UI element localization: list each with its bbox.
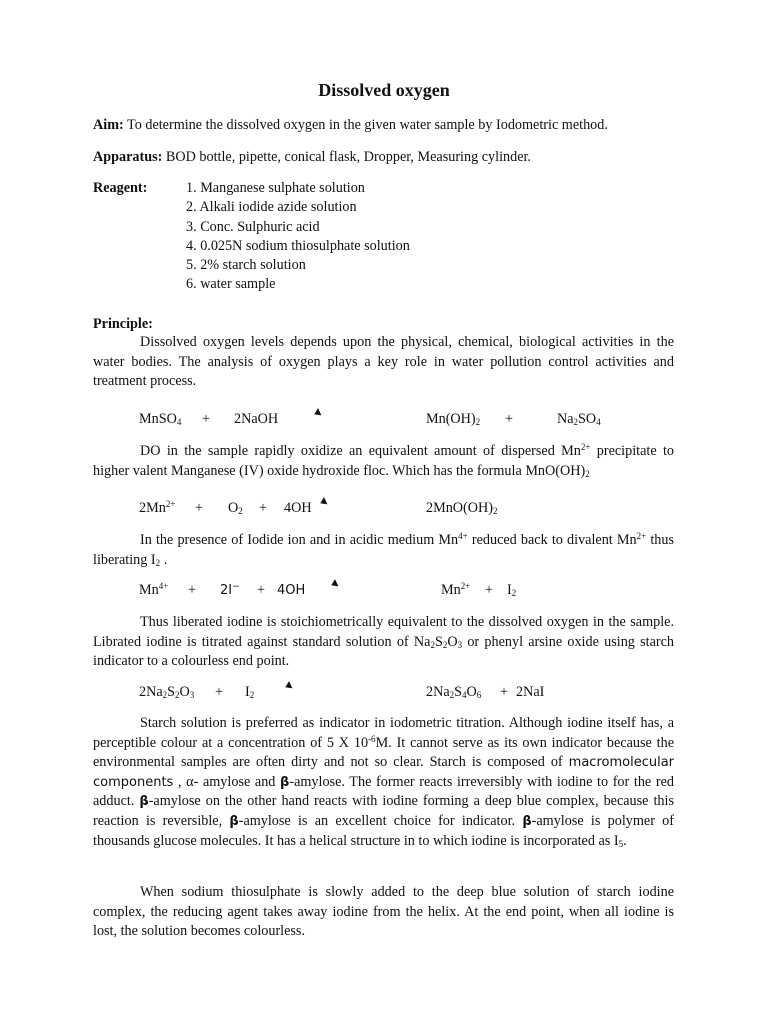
aim-text: To determine the dissolved oxygen in the given water sample by Iodometric method.: [127, 117, 608, 133]
reaction-arrow-icon: [284, 681, 293, 691]
aim-label: Aim:: [93, 117, 124, 133]
eq3-product-2: $I_2$: [507, 582, 517, 598]
eq2-plus: +: [259, 500, 268, 516]
eq4-plus: +: [500, 684, 509, 700]
reagent-item: 4. 0.025N sodium thiosulphate solution: [186, 237, 410, 254]
eq1-product-1: $Mn(OH)_2$: [426, 411, 481, 427]
apparatus-text: BOD bottle, pipette, conical flask, Dropper, Measuring cylinder.: [165, 149, 531, 165]
eq4-product-2: 2NaI: [516, 684, 545, 700]
principle-paragraph-3: In the presence of Iodide ion and in acidic medium $Mn^{4+}$ reduced back to divalent $Mn^{2+}$ thus liberating $I_2$ .: [93, 531, 674, 568]
eq3-product-1: $Mn^{2+}$: [441, 581, 471, 598]
eq1-plus: +: [505, 411, 514, 427]
principle-paragraph-6: When sodium thiosulphate is slowly added to the deep blue solution of starch iodine complex, the reducing agent takes away iodine from the helix. At the end point, when all iodine is lost, the solution becomes colourless.: [93, 884, 674, 940]
principle-paragraph-2: DO in the sample rapidly oxidize an equivalent amount of dispersed $Mn^{2+}$ precipitate to higher valent Manganese (IV) oxide hydroxide floc. Which has the formula $MnO(OH)_2$: [93, 442, 674, 479]
page-title: Dissolved oxygen: [318, 80, 450, 100]
eq1-product-2: $Na_2SO_4$: [557, 411, 601, 427]
reagent-item: 1. Manganese sulphate solution: [186, 180, 365, 196]
reaction-arrow-icon: [313, 408, 322, 418]
eq3-plus: +: [485, 582, 494, 598]
eq3-plus: +: [188, 582, 197, 598]
reagent-item: 5. 2% starch solution: [186, 257, 306, 274]
reagent-item: 6. water sample: [186, 276, 276, 293]
principle-heading: Principle:: [93, 316, 153, 332]
eq1-reactant-1: MnSO$_4$: [139, 411, 182, 427]
reaction-arrow-icon: [319, 497, 328, 507]
eq2-plus: +: [195, 500, 204, 516]
apparatus-line: [93, 148, 531, 167]
eq3-plus: +: [257, 582, 266, 598]
reaction-arrow-icon: [330, 579, 339, 589]
eq4-reactant-2: $I_2$: [245, 684, 255, 700]
reagent-item: 2. Alkali iodide azide solution: [186, 199, 357, 216]
principle-paragraph-5: Starch solution is preferred as indicator in iodometric titration. Although iodine itself has, a perceptible colour at a concentration of 5 X $10^{-6}M$. It cannot serve as its own indicator because the environmental samples are often dirty and not so clear. Starch is composed of macromolecular components , α- amylose and β-amylose. The former reacts irreversibly with iodine to for the red adduct. β-amylose on the other hand reacts with iodine forming a deep blue complex, because this reaction is reversible, β-amylose is an excellent choice for indicator. β-amylose is polymer of thousands glucose molecules. It has a helical structure in to which iodine is incorporated as $I_5$.: [93, 715, 674, 849]
eq1-reactant-2: 2NaOH: [234, 411, 279, 427]
eq2-reactant-2: $O_2$: [228, 500, 243, 516]
principle-paragraph-1: Dissolved oxygen levels depends upon the physical, chemical, biological activities in the water bodies. The analysis of oxygen plays a key role in water pollution control activities and treatment process.: [93, 334, 674, 390]
eq2-product: $2MnO(OH)_2$: [426, 500, 498, 516]
eq3-reactant-3: 4OH: [277, 583, 306, 598]
reagent-list: [186, 179, 410, 295]
reagent-item: 3. Conc. Sulphuric acid: [186, 218, 320, 235]
apparatus-label: Apparatus:: [93, 149, 163, 165]
eq2-reactant-3: 4OH: [284, 500, 312, 516]
principle-paragraph-4: Thus liberated iodine is stoichiometrically equivalent to the dissolved oxygen in the sample. Librated iodine is titrated against standard solution of $Na_2S_2O_3$ or phenyl arsine oxide using starch indicator to a colourless end point.: [93, 614, 675, 670]
aim-line: [93, 116, 608, 135]
eq4-reactant-1: $2Na_2S_2O_3$: [139, 684, 195, 700]
eq4-product-1: $2Na_2S_4O_6$: [426, 684, 482, 700]
reagent-label: Reagent:: [93, 180, 148, 196]
eq3-reactant-1: $Mn^{4+}$: [139, 581, 169, 598]
eq3-reactant-2: 2I−: [220, 582, 240, 598]
eq1-plus: +: [202, 411, 211, 427]
eq4-plus: +: [215, 684, 224, 700]
eq2-reactant-1: $2Mn^{2+}$: [139, 499, 176, 516]
